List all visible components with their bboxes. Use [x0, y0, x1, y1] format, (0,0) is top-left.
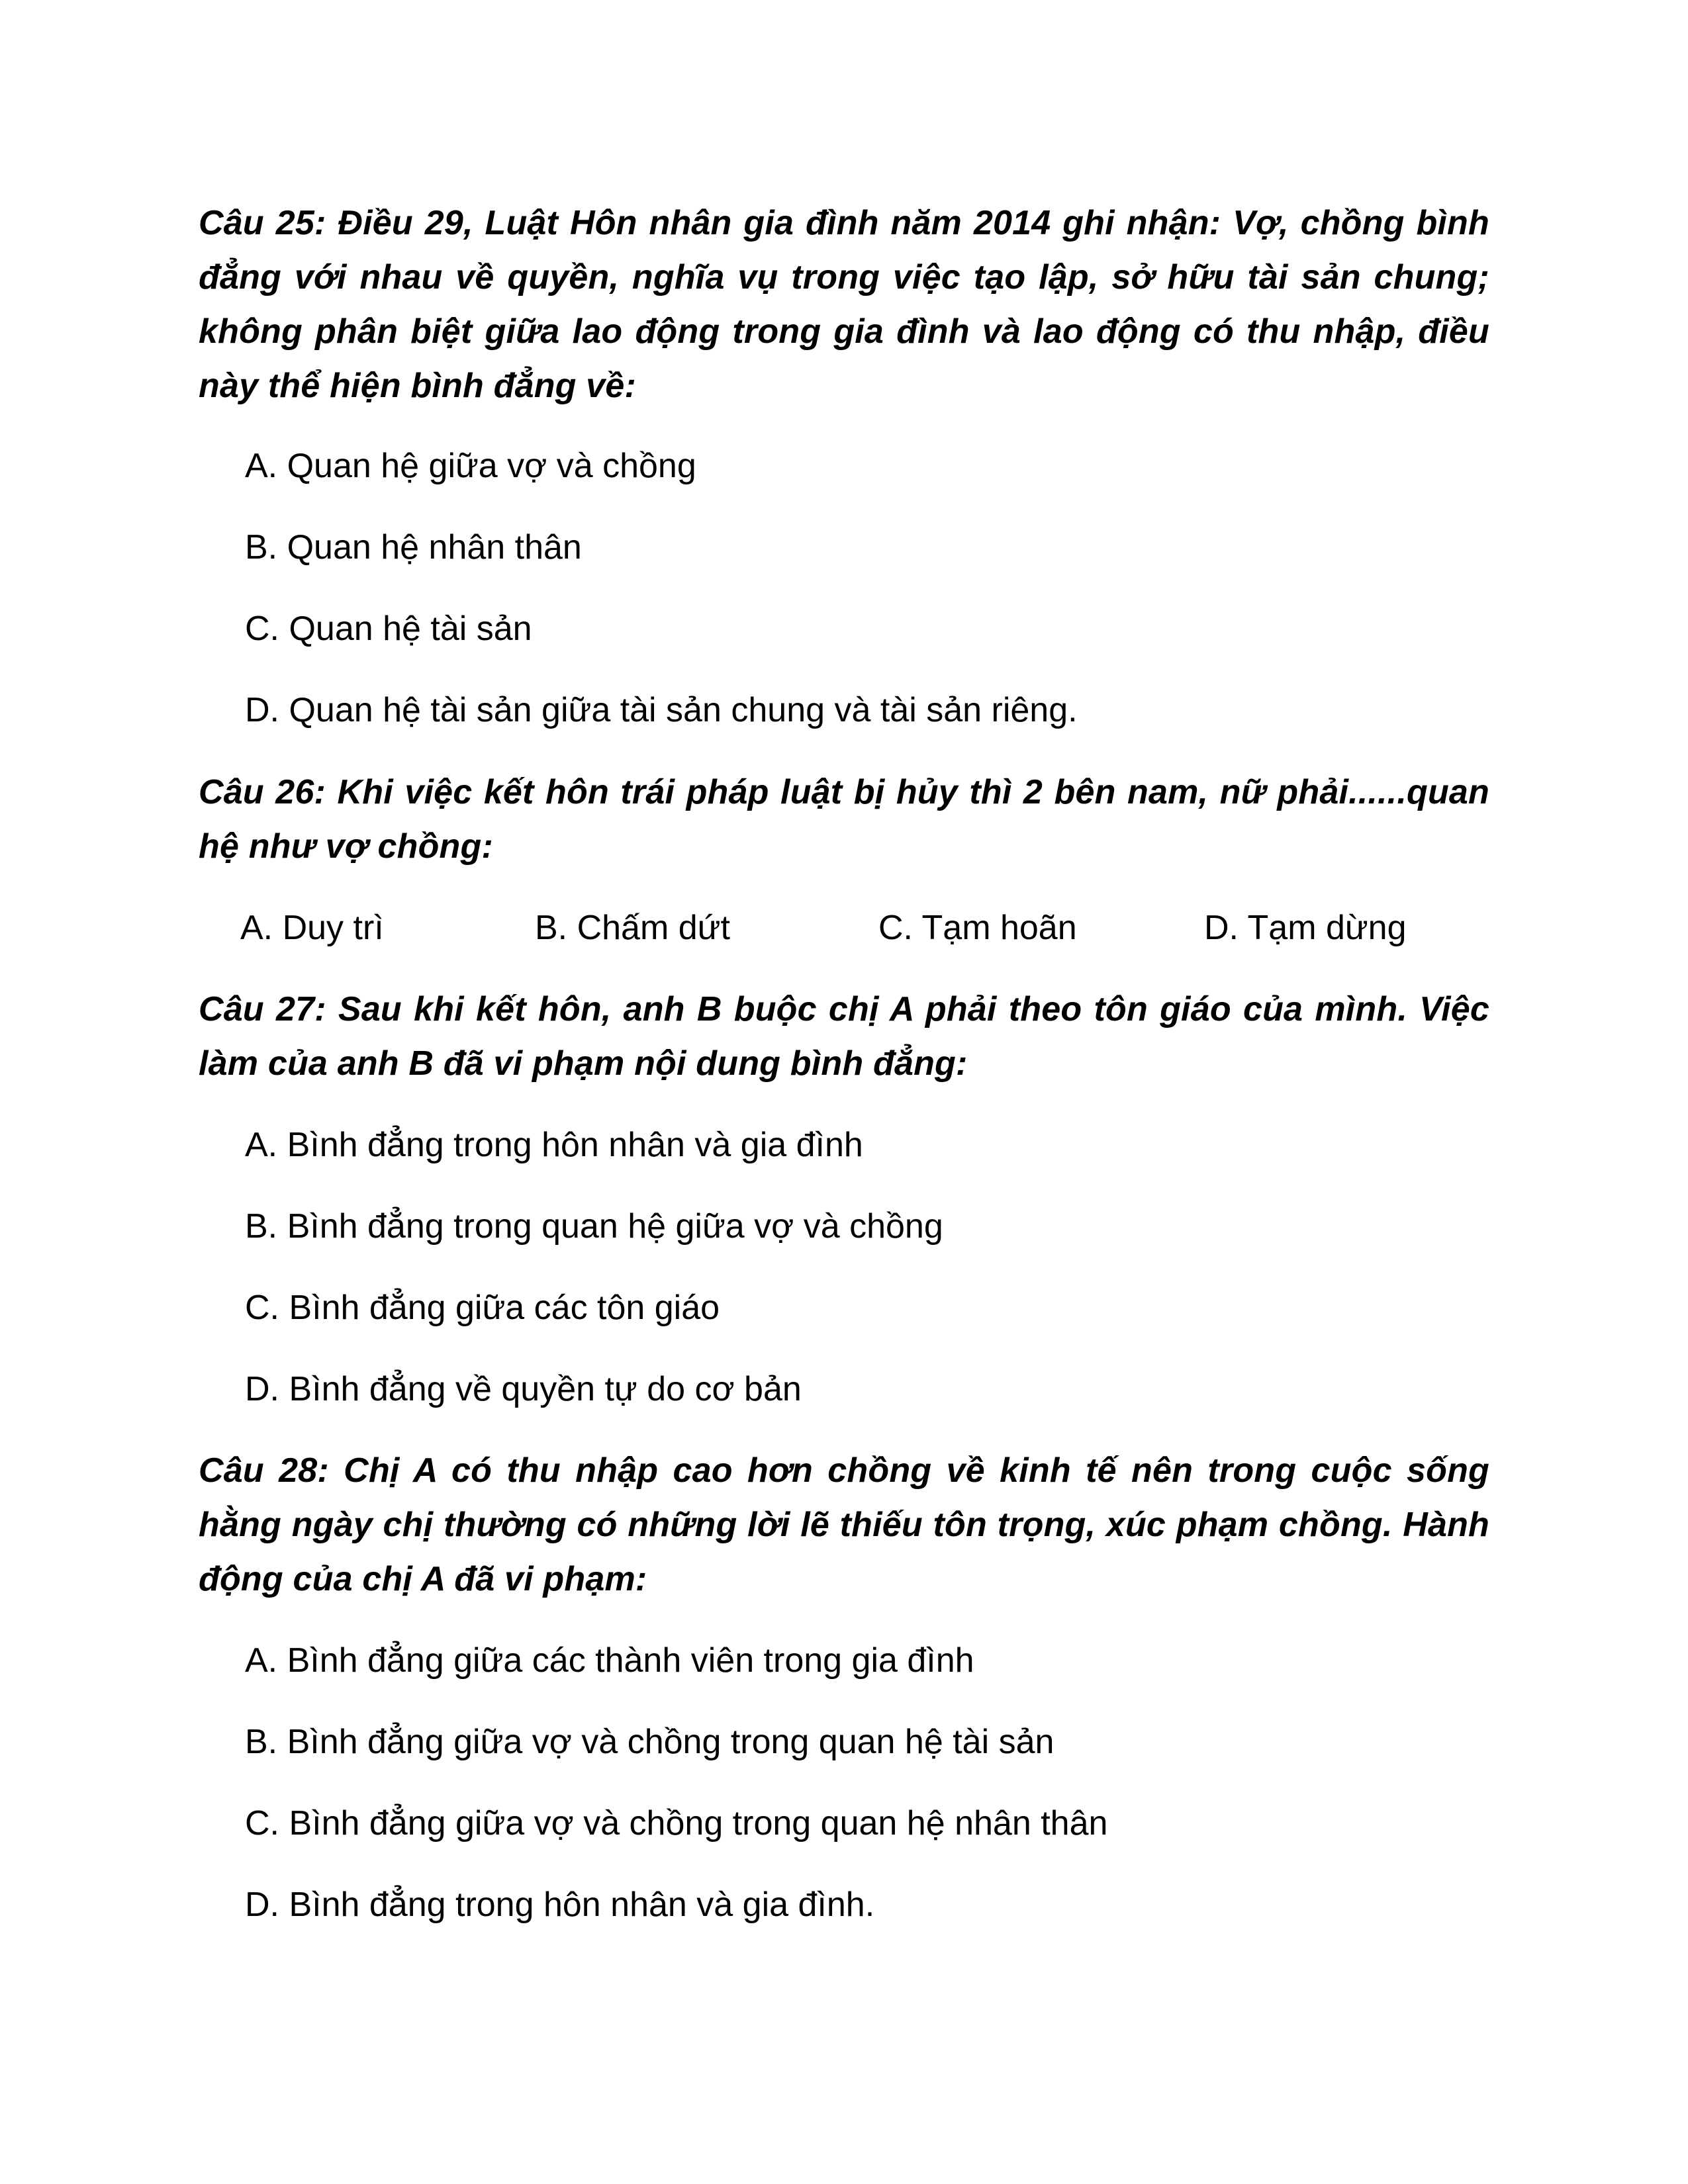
- question-28-option-a: A. Bình đẳng giữa các thành viên trong gia đình: [245, 1641, 974, 1680]
- question-25-option-a: A. Quan hệ giữa vợ và chồng: [245, 447, 696, 485]
- question-28-option-d: D. Bình đẳng trong hôn nhân và gia đình.: [245, 1886, 875, 1924]
- question-25-option-d: D. Quan hệ tài sản giữa tài sản chung và tài sản riêng.: [245, 691, 1078, 729]
- question-25-option-c: C. Quan hệ tài sản: [245, 610, 532, 648]
- document-page: [199, 0, 1489, 2184]
- question-26-option-a: A. Duy trì: [240, 909, 384, 947]
- question-26-option-c: C. Tạm hoãn: [878, 909, 1077, 947]
- question-26-option-d: D. Tạm dừng: [1204, 909, 1407, 947]
- question-27-option-d: D. Bình đẳng về quyền tự do cơ bản: [245, 1370, 802, 1408]
- question-27-option-c: C. Bình đẳng giữa các tôn giáo: [245, 1289, 720, 1327]
- question-26-option-b: B. Chấm dứt: [535, 909, 730, 947]
- question-25-stem: Câu 25: Điều 29, Luật Hôn nhân gia đình năm 2014 ghi nhận: Vợ, chồng bình đẳng với nhau về quyền, nghĩa vụ trong việc tạo lập, sở hữu tài sản chung; không phân biệt giữa lao động trong gia đình và lao động có thu nhập, điều này thể hiện bình đẳng về:: [199, 204, 1489, 405]
- question-27-stem: Câu 27: Sau khi kết hôn, anh B buộc chị A phải theo tôn giáo của mình. Việc làm của anh B đã vi phạm nội dung bình đẳng:: [199, 990, 1489, 1083]
- question-28-option-c: C. Bình đẳng giữa vợ và chồng trong quan hệ nhân thân: [245, 1804, 1108, 1843]
- question-28-option-b: B. Bình đẳng giữa vợ và chồng trong quan hệ tài sản: [245, 1723, 1055, 1761]
- question-28-stem: Câu 28: Chị A có thu nhập cao hơn chồng về kinh tế nên trong cuộc sống hằng ngày chị thường có những lời lẽ thiếu tôn trọng, xúc phạm chồng. Hành động của chị A đã vi phạm:: [199, 1451, 1489, 1598]
- question-27-option-a: A. Bình đẳng trong hôn nhân và gia đình: [245, 1126, 863, 1164]
- question-25-option-b: B. Quan hệ nhân thân: [245, 528, 582, 567]
- question-27-option-b: B. Bình đẳng trong quan hệ giữa vợ và chồng: [245, 1207, 943, 1246]
- question-26-stem: Câu 26: Khi việc kết hôn trái pháp luật bị hủy thì 2 bên nam, nữ phải......quan hệ như vợ chồng:: [199, 773, 1489, 866]
